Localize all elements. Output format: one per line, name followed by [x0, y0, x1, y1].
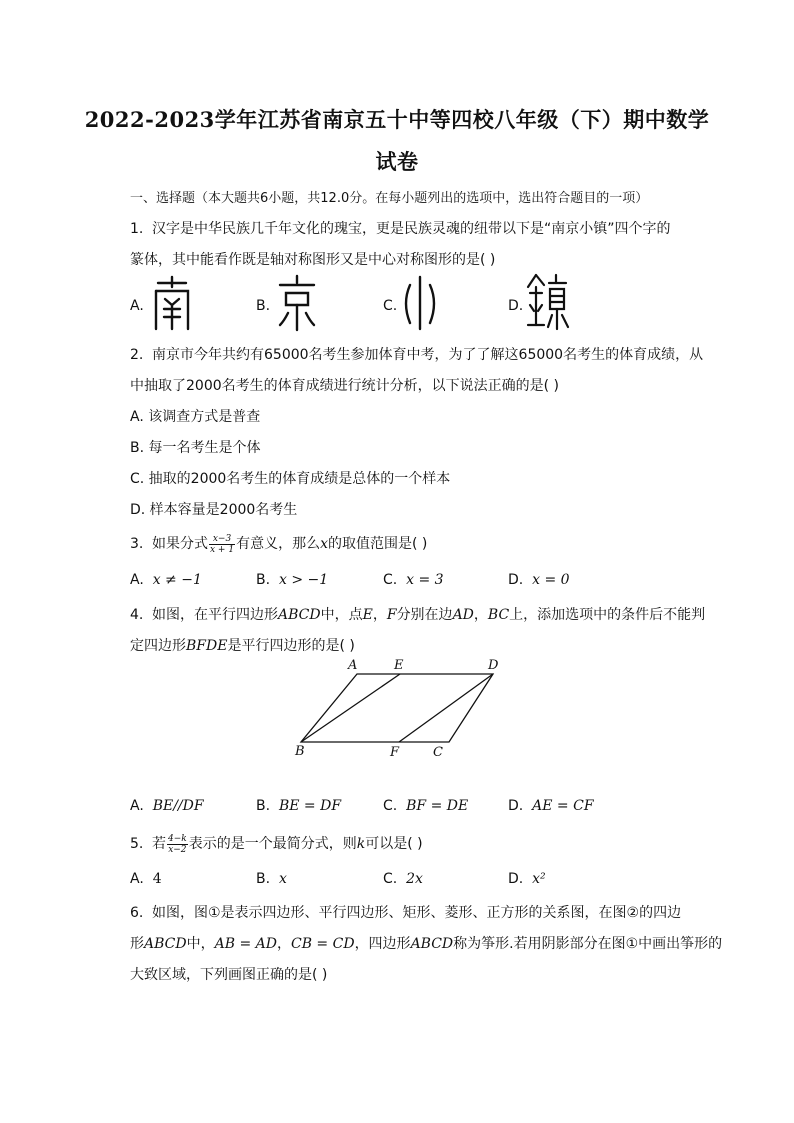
option-math: x = 3	[406, 572, 444, 588]
math: BC	[487, 607, 510, 623]
question-text-post: 表示的是一个最简分式，则	[188, 836, 357, 852]
figure-label-f: F	[390, 745, 400, 760]
text: 形	[130, 936, 144, 952]
option-a-label: A.	[130, 298, 144, 314]
option-math: BE//DF	[152, 798, 204, 814]
text: ，	[276, 936, 291, 952]
figure-label-e: E	[394, 658, 404, 673]
fraction-denominator: x + 1	[210, 544, 235, 555]
text: ，	[372, 607, 387, 623]
option-math: x²	[532, 871, 546, 887]
figure-label-c: C	[433, 745, 443, 760]
option-label: C.	[383, 798, 398, 814]
question-2-option-c: C. 抽取的2000名考生的体育成绩是总体的一个样本	[130, 471, 451, 487]
question-text-post2: 可以是( )	[365, 836, 423, 852]
fraction	[167, 834, 188, 855]
fraction-denominator: x−2	[168, 844, 187, 855]
question-6-line2	[130, 933, 722, 953]
question-4-line2	[130, 635, 355, 655]
text: 如图，在平行四边形	[152, 607, 278, 623]
question-number: 6.	[130, 905, 144, 921]
option-math: x = 0	[532, 572, 570, 588]
page-title-line2: 试卷	[375, 149, 419, 174]
option-math: 4	[152, 871, 162, 887]
math: CB = CD	[290, 936, 355, 952]
question-text-post2: 的取值范围是( )	[327, 536, 428, 552]
question-2-line1	[130, 344, 703, 364]
text: 定四边形	[130, 638, 186, 654]
math: BFDE	[186, 638, 228, 654]
variable: k	[356, 836, 366, 852]
option-label: D.	[508, 572, 524, 588]
seal-character-jing	[274, 273, 320, 333]
option-math: BF = DE	[406, 798, 469, 814]
question-text: 南京市今年共约有65000名考生参加体育中考，为了了解这65000名考生的体育成绩，从	[152, 347, 704, 363]
text: ，四边形	[354, 936, 411, 952]
question-5-option-c	[383, 871, 423, 887]
question-1-line2: 篆体，其中能看作既是轴对称图形又是中心对称图形的是( )	[130, 252, 496, 268]
question-number: 5.	[130, 836, 144, 852]
option-math: x ≠ −1	[152, 572, 202, 588]
question-text: 汉字是中华民族几千年文化的瑰宝，更是民族灵魂的纽带以下是“南京小镇”四个字的	[152, 221, 671, 237]
option-label: D.	[508, 871, 524, 887]
parallelogram-figure	[286, 656, 516, 764]
option-label: A.	[130, 572, 144, 588]
question-6-line1	[130, 902, 681, 922]
math: F	[386, 607, 397, 623]
math: AD	[452, 607, 474, 623]
variable: x	[320, 536, 328, 552]
question-3-option-c	[383, 572, 444, 588]
figure-label-b: B	[295, 744, 305, 759]
option-label: A.	[130, 871, 144, 887]
option-math: BE = DF	[278, 798, 342, 814]
seal-character-zhen	[524, 271, 572, 333]
math: ABCD	[144, 936, 187, 952]
question-3-line1	[130, 533, 427, 555]
option-label: B.	[256, 798, 271, 814]
option-math: AE = CF	[532, 798, 594, 814]
fraction-numerator: x−3	[209, 534, 235, 545]
question-2-line2: 中抽取了2000名考生的体育成绩进行统计分析，以下说法正确的是( )	[130, 378, 560, 394]
option-label: C.	[383, 871, 398, 887]
math: ABCD	[410, 936, 454, 952]
question-4-line1	[130, 604, 705, 624]
question-2-option-a: A. 该调查方式是普查	[130, 409, 261, 425]
math: AB = AD	[214, 936, 277, 952]
question-5-line1	[130, 833, 423, 855]
question-number: 4.	[130, 607, 144, 623]
question-4-option-b	[256, 798, 341, 814]
option-label: C.	[383, 572, 398, 588]
option-math: x > −1	[278, 572, 329, 588]
figure-label-a: A	[348, 658, 358, 673]
option-label: B.	[256, 572, 271, 588]
text: 上，添加选项中的条件后不能判	[509, 607, 706, 623]
question-text-post: 有意义，那么	[236, 536, 321, 552]
option-math: x	[278, 871, 287, 887]
question-3-option-d	[508, 572, 570, 588]
question-4-option-c	[383, 798, 468, 814]
text: 是平行四边形的是( )	[227, 638, 355, 654]
option-label: B.	[256, 871, 271, 887]
seal-character-xiao	[400, 273, 440, 333]
question-text: 如图，图①是表示四边形、平行四边形、矩形、菱形、正方形的关系图，在图②的四边	[152, 905, 682, 921]
fraction-numerator: 4−k	[168, 833, 187, 844]
option-label: D.	[508, 798, 524, 814]
question-number: 1.	[130, 221, 144, 237]
question-5-option-b	[256, 871, 287, 887]
question-2-option-b: B. 每一名考生是个体	[130, 440, 261, 456]
question-3-option-b	[256, 572, 328, 588]
math: E	[362, 607, 373, 623]
question-2-option-d: D. 样本容量是2000名考生	[130, 502, 298, 518]
question-number: 3.	[130, 536, 144, 552]
question-4-option-d	[508, 798, 594, 814]
option-d-label: D.	[508, 298, 524, 314]
text: 中，	[186, 936, 215, 952]
text: ，	[473, 607, 488, 623]
option-math: 2x	[406, 871, 423, 887]
question-5-option-a	[130, 871, 162, 887]
section-heading: 一、选择题（本大题共6小题，共12.0分。在每小题列出的选项中，选出符合题目的一项）	[130, 191, 649, 206]
option-label: A.	[130, 798, 144, 814]
option-b-label: B.	[256, 298, 271, 314]
text: 分别在边	[396, 607, 453, 623]
question-5-option-d	[508, 871, 546, 887]
question-text-pre: 如果分式	[152, 536, 208, 552]
figure-label-d: D	[488, 658, 499, 673]
page-title-line1: 2022-2023学年江苏省南京五十中等四校八年级（下）期中数学	[84, 107, 710, 132]
text: 中，点	[320, 607, 363, 623]
question-3-option-a	[130, 572, 202, 588]
math: ABCD	[278, 607, 321, 623]
question-1-line1	[130, 218, 671, 238]
seal-character-nan	[148, 273, 196, 333]
text: 称为筝形.若用阴影部分在图①中画出筝形的	[453, 936, 723, 952]
question-6-line3: 大致区域，下列画图正确的是( )	[130, 967, 328, 983]
question-4-option-a	[130, 798, 204, 814]
question-number: 2.	[130, 347, 144, 363]
fraction	[209, 534, 235, 555]
option-c-label: C.	[383, 298, 398, 314]
question-text-pre: 若	[152, 836, 166, 852]
